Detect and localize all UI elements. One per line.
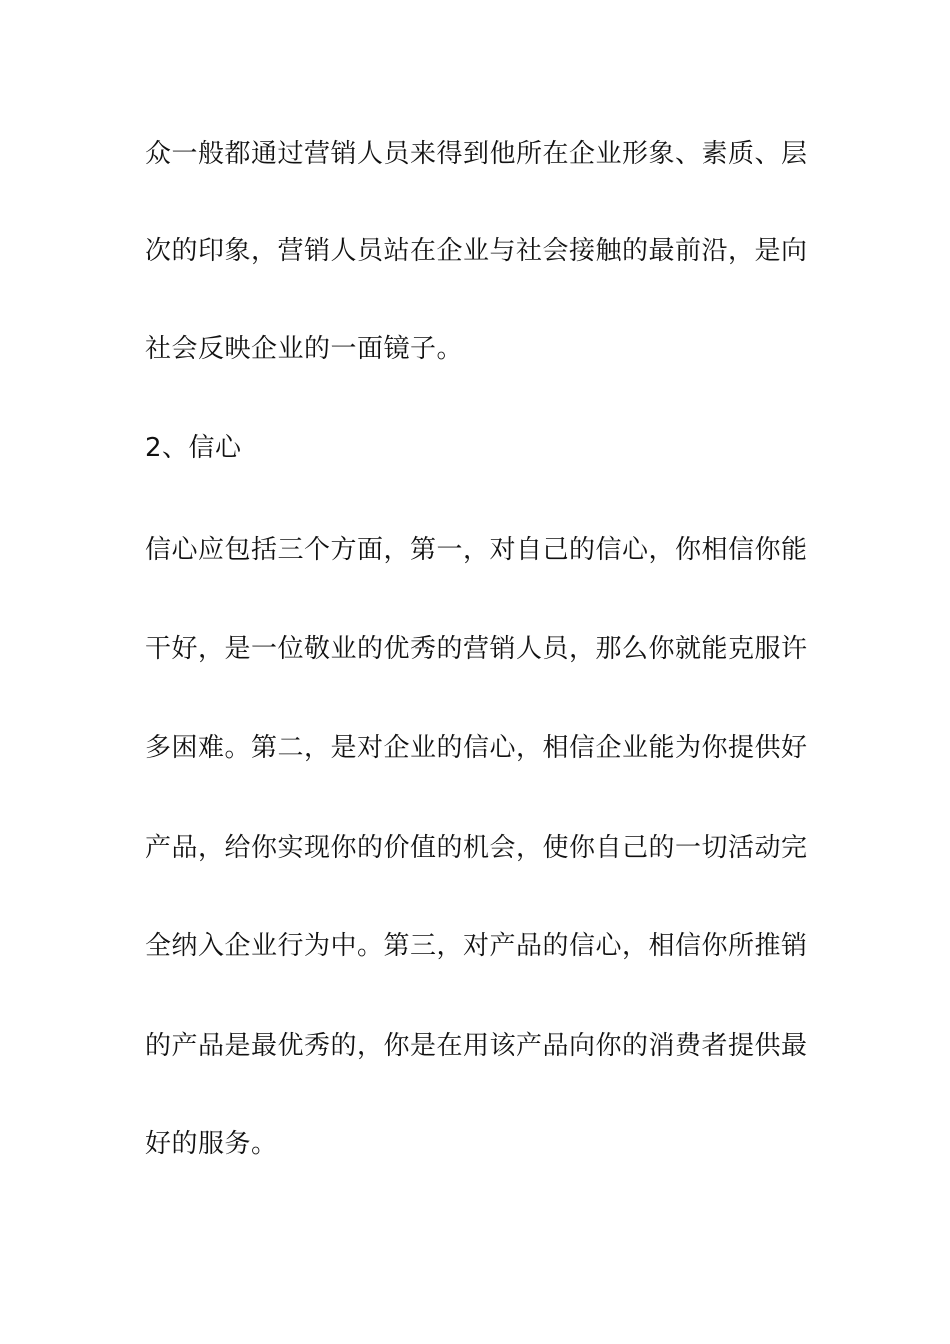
paragraph-line: 社会反映企业的一面镜子。 — [145, 334, 464, 364]
paragraph-line: 好的服务。 — [145, 1129, 278, 1159]
paragraph-line: 产品，给你实现你的价值的机会，使你自己的一切活动完 — [145, 833, 808, 863]
paragraph-line: 的产品是最优秀的，你是在用该产品向你的消费者提供最 — [145, 1031, 808, 1061]
section-heading: 2、信心 — [145, 433, 242, 463]
paragraph-line: 全纳入企业行为中。第三，对产品的信心，相信你所推销 — [145, 931, 808, 961]
paragraph-line: 多困难。第二，是对企业的信心，相信企业能为你提供好 — [145, 733, 808, 763]
paragraph-line: 众一般都通过营销人员来得到他所在企业形象、素质、层 — [145, 139, 808, 169]
paragraph-line: 干好，是一位敬业的优秀的营销人员，那么你就能克服许 — [145, 634, 808, 664]
paragraph-line: 次的印象，营销人员站在企业与社会接触的最前沿，是向 — [145, 236, 808, 266]
paragraph-line: 信心应包括三个方面，第一，对自己的信心，你相信你能 — [145, 535, 808, 565]
